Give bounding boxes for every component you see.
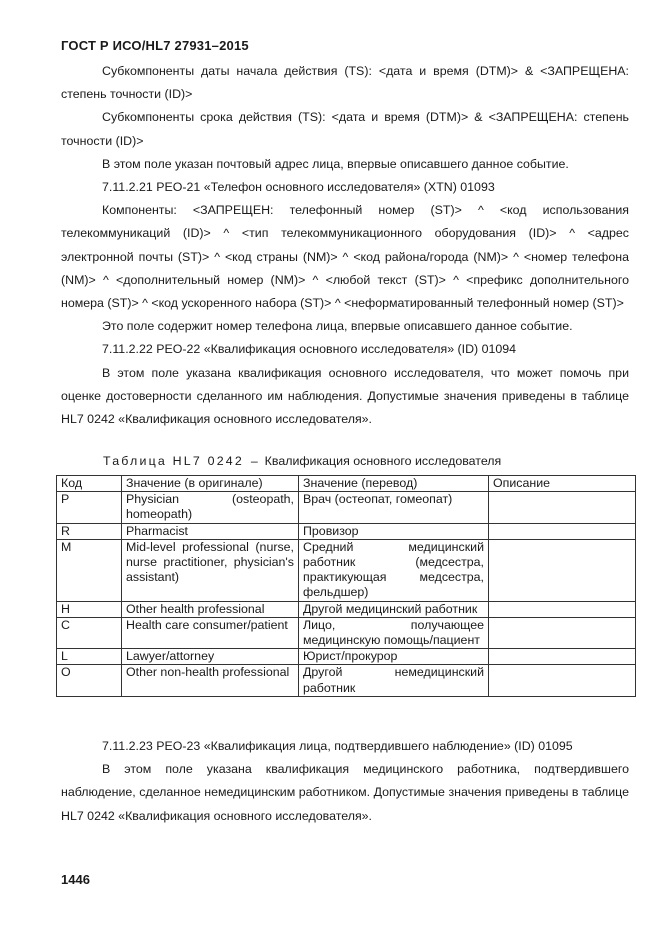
body-text-bottom bbox=[61, 735, 629, 828]
cell-code: L bbox=[57, 649, 122, 665]
qualification-table bbox=[56, 475, 636, 697]
cell-description bbox=[489, 539, 636, 601]
paragraph: В этом поле указана квалификация основного исследователя, что может помочь при оценке достоверности сделанного им наблюдения. Допустимые значения приведены в таблице HL7 0242 «Квалификация основного исследователя». bbox=[61, 365, 629, 427]
table-caption-title: Квалификация основного исследователя bbox=[264, 454, 502, 468]
cell-translation: Другой немедицинский работник bbox=[299, 665, 489, 696]
section-heading: 7.11.2.21 PEO-21 «Телефон основного исследователя» (XTN) 01093 bbox=[102, 180, 495, 195]
column-header: Значение (перевод) bbox=[299, 476, 489, 492]
cell-original: Lawyer/attorney bbox=[122, 649, 299, 665]
table-caption-label: Таблица HL7 0242 bbox=[103, 454, 244, 468]
cell-description bbox=[489, 523, 636, 539]
column-header: Значение (в оригинале) bbox=[122, 476, 299, 492]
page-number: 1446 bbox=[61, 872, 90, 887]
cell-description bbox=[489, 665, 636, 696]
table-caption bbox=[103, 454, 501, 468]
cell-code: M bbox=[57, 539, 122, 601]
cell-code: P bbox=[57, 492, 122, 523]
cell-code: H bbox=[57, 601, 122, 617]
cell-code: O bbox=[57, 665, 122, 696]
cell-original: Other health professional bbox=[122, 601, 299, 617]
document-header: ГОСТ Р ИСО/HL7 27931–2015 bbox=[61, 38, 249, 53]
cell-translation: Другой медицинский работник bbox=[299, 601, 489, 617]
table-row bbox=[57, 665, 636, 696]
paragraph: Субкомпоненты срока действия (TS): <дата и время (DTM)> & <ЗАПРЕЩЕНА: степень точности (ID)> bbox=[61, 110, 629, 148]
table-row bbox=[57, 492, 636, 523]
cell-original: Pharmacist bbox=[122, 523, 299, 539]
cell-code: R bbox=[57, 523, 122, 539]
cell-original: Mid-level professional (nurse, nurse practitioner, physician's assistant) bbox=[122, 539, 299, 601]
paragraph: Субкомпоненты даты начала действия (TS): <дата и время (DTM)> & <ЗАПРЕЩЕНА: степень точности (ID)> bbox=[61, 64, 629, 102]
cell-code: C bbox=[57, 617, 122, 648]
paragraph: Компоненты: <ЗАПРЕЩЕН: телефонный номер (ST)> ^ <код использования телекоммуникаций (ID)> ^ <тип телекоммуникационного оборудования (ID)> ^ <адрес электронной почты (ST)> ^ <код страны (NM)> ^ <код района/города (NM)> ^ <номер телефона (NM)> ^ <дополнительный номер (NM)> ^ <любой текст (ST)> ^ <префикс дополнительного номера (ST)> ^ <код ускоренного набора (ST)> ^ <неформатированный телефонный номер (ST)> bbox=[61, 203, 629, 311]
cell-translation: Провизор bbox=[299, 523, 489, 539]
section-heading: 7.11.2.22 PEO-22 «Квалификация основного исследователя» (ID) 01094 bbox=[102, 342, 517, 357]
cell-translation: Средний медицинский работник (медсестра, практикующая медсестра, фельдшер) bbox=[299, 539, 489, 601]
cell-original: Health care consumer/patient bbox=[122, 617, 299, 648]
paragraph: В этом поле указана квалификация медицинского работника, подтвердившего наблюдение, сделанное немедицинским работником. Допустимые значения приведены в таблице HL7 0242 «Квалификация основного исследователя». bbox=[61, 762, 629, 823]
paragraph: Это поле содержит номер телефона лица, впервые описавшего данное событие. bbox=[102, 319, 573, 334]
table-row bbox=[57, 539, 636, 601]
section-heading: 7.11.2.23 PEO-23 «Квалификация лица, подтвердившего наблюдение» (ID) 01095 bbox=[102, 739, 573, 753]
cell-description bbox=[489, 649, 636, 665]
cell-translation: Юрист/прокурор bbox=[299, 649, 489, 665]
table-caption-dash: – bbox=[250, 454, 258, 468]
column-header: Код bbox=[57, 476, 122, 492]
table-row bbox=[57, 601, 636, 617]
body-text-top bbox=[61, 60, 629, 431]
table-row bbox=[57, 649, 636, 665]
table-row bbox=[57, 617, 636, 648]
table-row bbox=[57, 523, 636, 539]
cell-description bbox=[489, 492, 636, 523]
cell-translation: Врач (остеопат, гомеопат) bbox=[299, 492, 489, 523]
cell-description bbox=[489, 617, 636, 648]
column-header: Описание bbox=[489, 476, 636, 492]
cell-original: Other non-health professional bbox=[122, 665, 299, 696]
cell-translation: Лицо, получающее медицинскую помощь/пациент bbox=[299, 617, 489, 648]
table-header-row bbox=[57, 476, 636, 492]
paragraph: В этом поле указан почтовый адрес лица, впервые описавшего данное событие. bbox=[102, 156, 569, 171]
cell-original: Physician (osteopath, homeopath) bbox=[122, 492, 299, 523]
cell-description bbox=[489, 601, 636, 617]
